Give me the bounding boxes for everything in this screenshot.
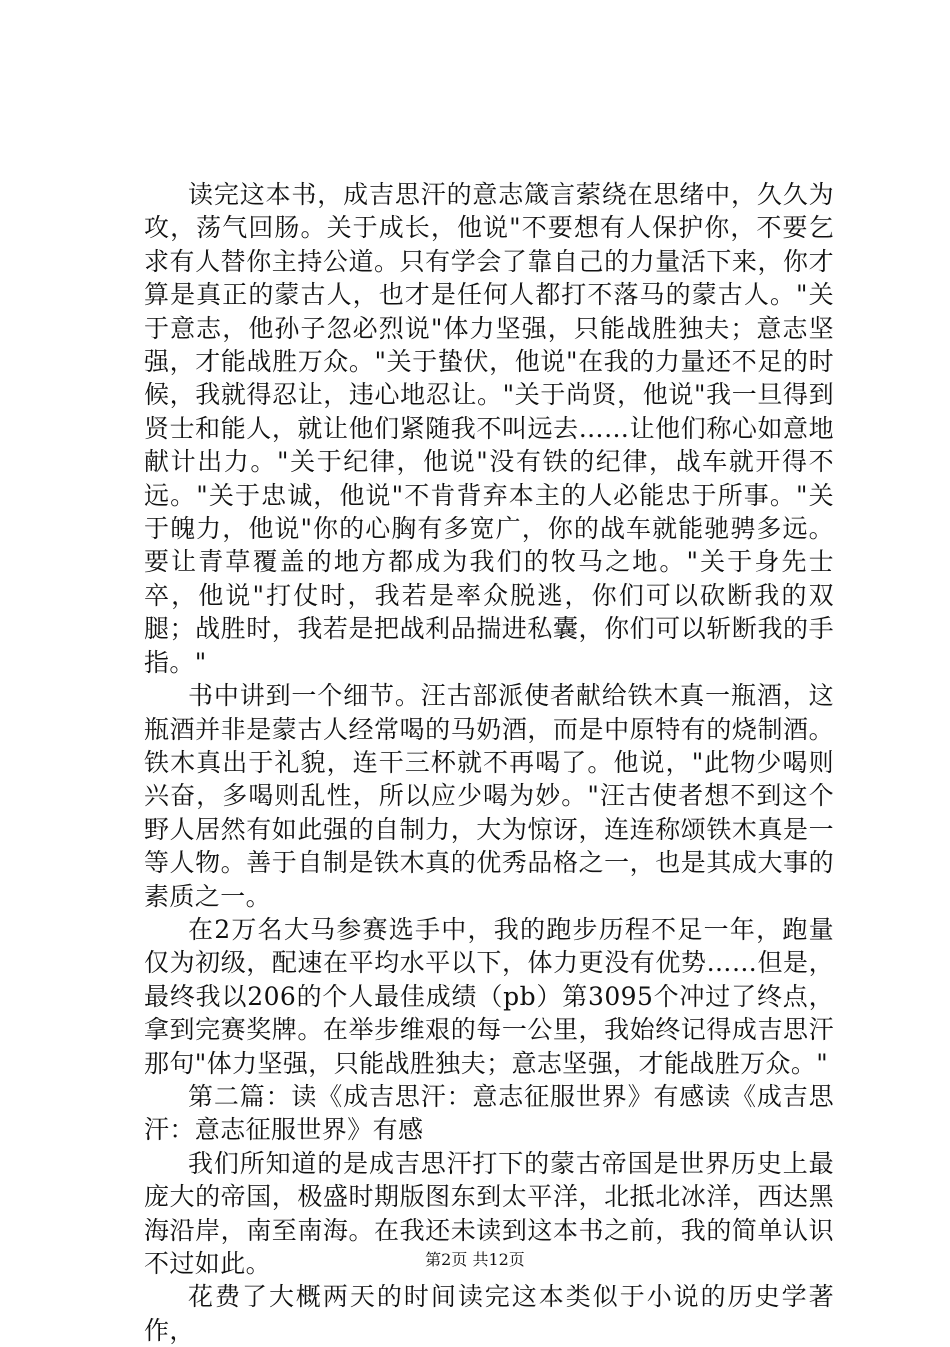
paragraph-2: 书中讲到一个细节。汪古部派使者献给铁木真一瓶酒，这瓶酒并非是蒙古人经常喝的马奶酒，而是中原特有的烧制酒。铁木真出于礼貌，连干三杯就不再喝了。他说，"此物少喝则兴奋，多喝则乱性，所以应少喝为妙。"汪古使者想不到这个野人居然有如此强的自制力，大为惊讶，连连称颂铁木真是一等人物。善于自制是铁木真的优秀品格之一，也是其成大事的素质之一。 [144, 681, 834, 911]
paragraph-4: 我们所知道的是成吉思汗打下的蒙古帝国是世界历史上最庞大的帝国，极盛时期版图东到太平洋，北抵北冰洋，西达黑海沿岸，南至南海。在我还未读到这本书之前，我的简单认识不过如此。 [144, 1148, 834, 1278]
document-body [144, 178, 834, 1347]
paragraph-5: 花费了大概两天的时间读完这本类似于小说的历史学著作， [144, 1282, 834, 1345]
page-number-footer: 第2页 共12页 [425, 1250, 525, 1269]
paragraph-3: 在2万名大马参赛选手中，我的跑步历程不足一年，跑量仅为初级，配速在平均水平以下，体力更没有优势……但是，最终我以206的个人最佳成绩（pb）第3095个冲过了终点，拿到完赛奖牌。在举步维艰的每一公里，我始终记得成吉思汗那句"体力坚强，只能战胜独夫；意志坚强，才能战胜万众。" [144, 914, 834, 1078]
section-heading-2: 第二篇：读《成吉思汗：意志征服世界》有感读《成吉思汗：意志征服世界》有感 [144, 1081, 834, 1145]
paragraph-1: 读完这本书，成吉思汗的意志箴言萦绕在思绪中，久久为攻，荡气回肠。关于成长，他说"不要想有人保护你，不要乞求有人替你主持公道。只有学会了靠自己的力量活下来，你才算是真正的蒙古人，也才是任何人都打不落马的蒙古人。"关于意志，他孙子忽必烈说"体力坚强，只能战胜独夫；意志坚强，才能战胜万众。"关于蛰伏，他说"在我的力量还不足的时候，我就得忍让，违心地忍让。"关于尚贤，他说"我一旦得到贤士和能人，就让他们紧随我不叫远去……让他们称心如意地献计出力。"关于纪律，他说"没有铁的纪律，战车就开得不远。"关于忠诚，他说"不肯背弃本主的人必能忠于所事。"关于魄力，他说"你的心胸有多宽广，你的战车就能驰骋多远。要让青草覆盖的地方都成为我们的牧马之地。"关于身先士卒，他说"打仗时，我若是率众脱逃，你们可以砍断我的双腿；战胜时，我若是把战利品揣进私囊，你们可以斩断我的手指。" [144, 180, 834, 677]
